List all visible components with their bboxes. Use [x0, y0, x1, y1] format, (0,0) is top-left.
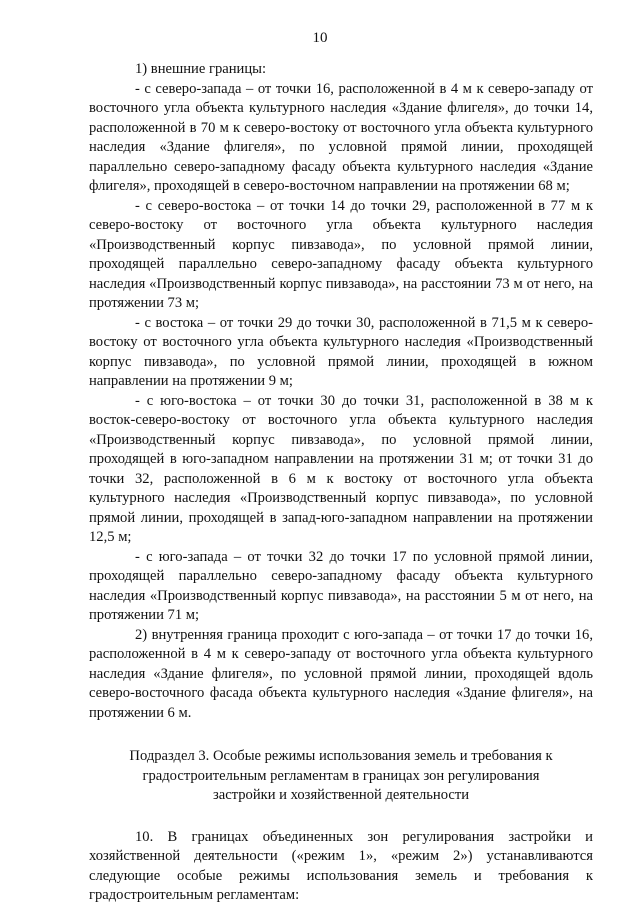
paragraph-southwest-boundary: - с юго-запада – от точки 32 до точки 17 по условной прямой линии, проходящей параллельно северо-западному фасаду объекта культурного наследия «Производственный корпус пивзавода», на расстоянии 5 м от него, на протяжении 71 м;: [89, 548, 593, 623]
subsection-heading-line-3: застройки и хозяйственной деятельности: [212, 787, 470, 803]
paragraph-item-10: 10. В границах объединенных зон регулирования застройки и хозяйственной деятельности («режим 1», «режим 2») устанавливаются следующие особые режимы использования земель и требования к градостроительным регламентам:: [89, 828, 593, 903]
page-number: 10: [312, 30, 328, 46]
paragraph-southeast-boundary: - с юго-востока – от точки 30 до точки 31, расположенной в 38 м к восток-северо-востоку от восточного угла объекта культурного наследия «Производственный корпус пивзавода», по условной прямой линии, проходящей в юго-западном направлении на протяжении 31 м; от точки 31 до точки 32, расположенной в 6 м к востоку от восточного угла объекта культурного наследия «Производственный корпус пивзавода», по условной прямой линии, проходящей в запад-юго-западном направлении на протяжении 12,5 м;: [89, 392, 593, 545]
subsection-heading-line-1: Подраздел 3. Особые режимы использования земель и требования к: [129, 748, 553, 764]
paragraph-east-boundary: - с востока – от точки 29 до точки 30, расположенной в 71,5 м к северо-востоку от восточного угла объекта культурного наследия «Производственный корпус пивзавода», по условной прямой линии, проходящей в южном направлении на протяжении 9 м;: [89, 314, 593, 389]
paragraph-internal-boundary: 2) внутренняя граница проходит с юго-запада – от точки 17 до точки 16, расположенной в 4 м к северо-западу от восточного угла объекта культурного наследия «Здание флигеля», по условной прямой линии, проходящей вдоль северо-восточного фасада объекта культурного наследия «Здание флигеля», на протяжении 6 м.: [89, 626, 593, 721]
paragraph-northeast-boundary: - с северо-востока – от точки 14 до точки 29, расположенной в 77 м к северо-востоку от восточного угла объекта культурного наследия «Производственный корпус пивзавода», по условной прямой линии, проходящей параллельно северо-западному фасаду объекта культурного наследия «Производственный корпус пивзавода», на расстоянии 73 м от него, на протяжении 73 м;: [89, 197, 593, 311]
paragraph-northwest-boundary: - с северо-запада – от точки 16, расположенной в 4 м к северо-западу от восточного угла объекта культурного наследия «Здание флигеля», до точки 14, расположенной в 70 м к северо-востоку от восточного угла объекта культурного наследия «Здание флигеля», по условной прямой линии, проходящей параллельно северо-западному фасаду объекта культурного наследия «Здание флигеля», проходящей в северо-восточном направлении на протяжении 68 м;: [89, 80, 593, 194]
subsection-heading-line-2: градостроительным регламентам в границах зон регулирования: [142, 767, 540, 784]
paragraph-external-boundaries: 1) внешние границы:: [135, 61, 267, 77]
subsection-heading: [89, 747, 593, 806]
document-body: [89, 60, 593, 906]
